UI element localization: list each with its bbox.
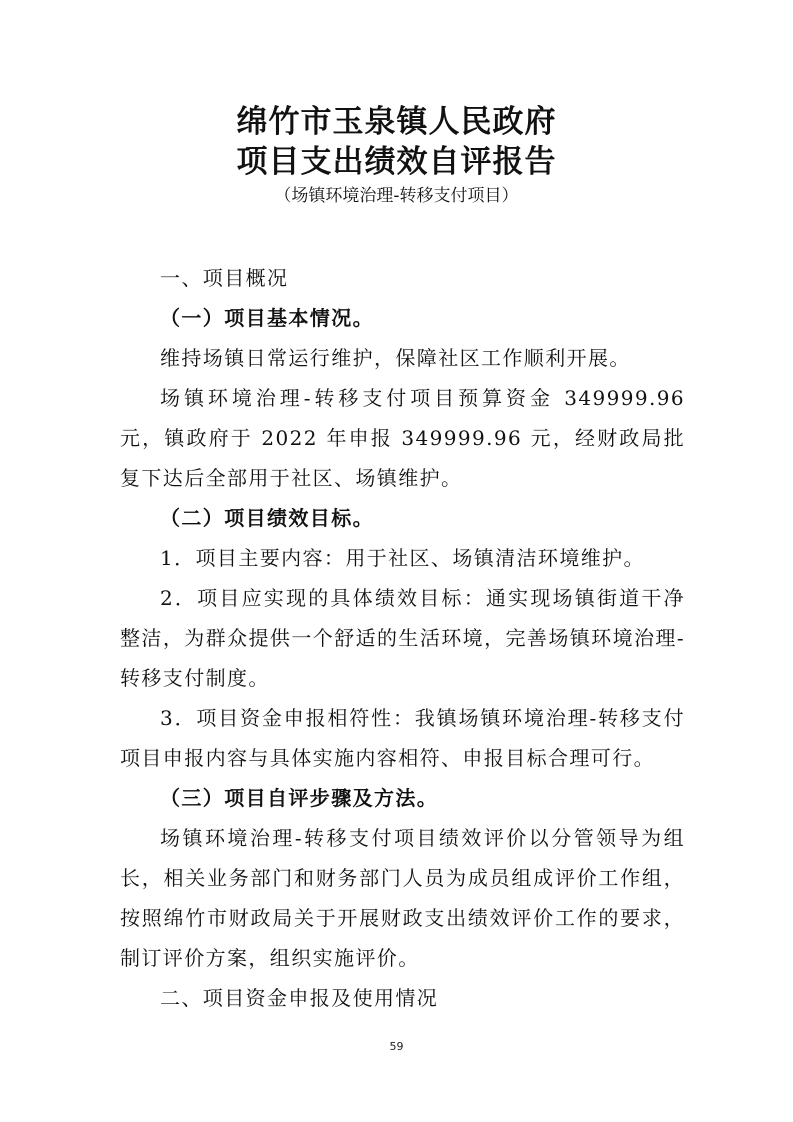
subsection-heading-goals: （二）项目绩效目标。 [160, 506, 374, 530]
paragraph: 1．项目主要内容：用于社区、场镇清洁环境维护。 [160, 546, 645, 570]
paragraph: 场镇环境治理-转移支付项目预算资金 349999.96 元，镇政府于 2022 年申报 349999.96 元，经财政局批复下达后全部用于社区、场镇维护。 [120, 386, 685, 490]
section-heading-funding: 二、项目资金申报及使用情况 [160, 986, 439, 1010]
paragraph: 2．项目应实现的具体绩效目标：通实现场镇街道干净整洁，为群众提供一个舒适的生活环境，完善场镇环境治理-转移支付制度。 [120, 586, 685, 690]
document-title-line1: 绵竹市玉泉镇人民政府 [236, 104, 557, 140]
subsection-heading-methods: （三）项目自评步骤及方法。 [160, 786, 439, 810]
paragraph: 3．项目资金申报相符性：我镇场镇环境治理-转移支付项目申报内容与具体实施内容相符、申报目标合理可行。 [120, 706, 685, 770]
paragraph: 维持场镇日常运行维护，保障社区工作顺利开展。 [160, 346, 631, 370]
document-subtitle: （场镇环境治理-转移支付项目） [274, 186, 519, 206]
page-number: 59 [389, 1040, 404, 1053]
document-title-line2: 项目支出绩效自评报告 [236, 144, 557, 180]
document-body [120, 258, 685, 1018]
section-heading-overview: 一、项目概况 [160, 266, 289, 290]
paragraph: 场镇环境治理-转移支付项目绩效评价以分管领导为组长，相关业务部门和财务部门人员为成员组成评价工作组，按照绵竹市财政局关于开展财政支出绩效评价工作的要求，制订评价方案，组织实施评价。 [120, 826, 685, 970]
subsection-heading-basic-info: （一）项目基本情况。 [160, 306, 374, 330]
